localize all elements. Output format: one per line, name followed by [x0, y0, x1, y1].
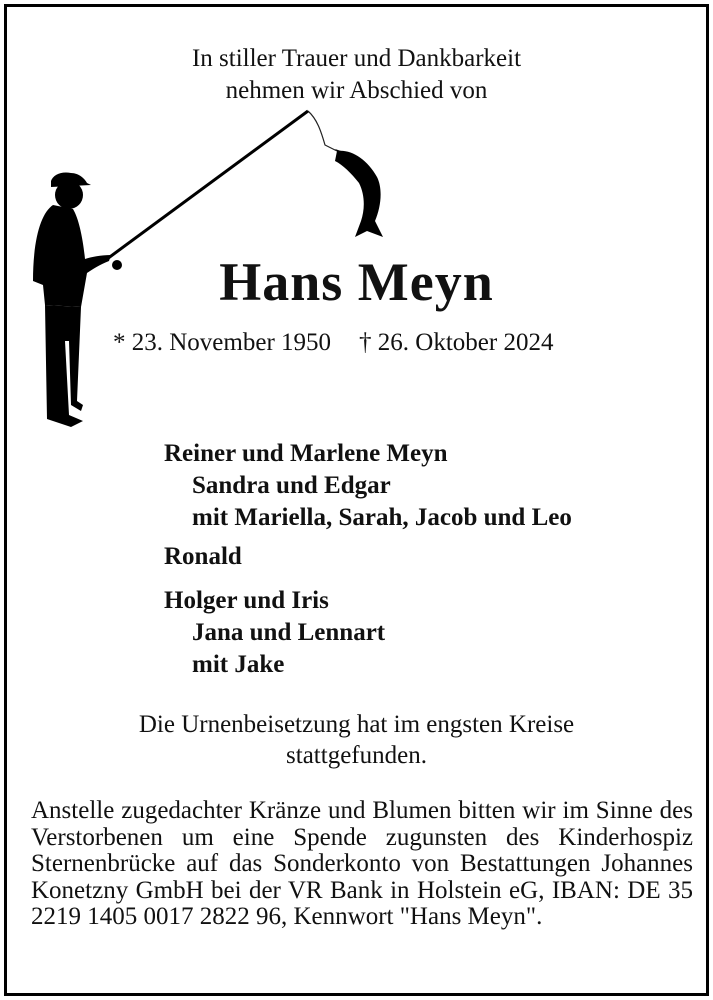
intro-line-2: nehmen wir Abschied von: [225, 77, 488, 104]
family-group-1-sub1: Sandra und Edgar: [192, 472, 391, 499]
family-group-1-sub2: mit Mariella, Sarah, Jacob und Leo: [192, 504, 572, 531]
donation-notice: Anstelle zugedachter Kränze und Blumen bitten wir im Sinne des Verstorbenen um eine Spende zugunsten des Kinderhospiz Sternenbrücke auf das Sonderkonto von Bestattungen Johannes Konetzny GmbH bei der VR Bank in Holstein eG, IBAN: DE 35 2219 1405 0017 2822 96, Kennwort "Hans Meyn".: [31, 797, 693, 930]
family-group-3-sub2: mit Jake: [192, 651, 285, 678]
burial-notice: [7, 709, 706, 771]
family-group-2: [164, 541, 242, 573]
family-group-3-sub1: Jana und Lennart: [192, 619, 386, 646]
intro-text: [7, 43, 706, 107]
family-group-1: [164, 438, 572, 534]
obituary-card: [4, 4, 709, 996]
death-date: † 26. Oktober 2024: [359, 329, 554, 356]
deceased-name: Hans Meyn: [219, 252, 494, 312]
birth-date: * 23. November 1950: [113, 329, 332, 356]
intro-line-1: In stiller Trauer und Dankbarkeit: [191, 45, 522, 72]
family-group-1-head: Reiner und Marlene Meyn: [164, 440, 448, 467]
family-group-2-head: Ronald: [164, 543, 242, 570]
family-group-3-head: Holger und Iris: [164, 587, 329, 614]
burial-line-1: Die Urnenbeisetzung hat im engsten Kreise: [138, 711, 575, 738]
burial-line-2: stattgefunden.: [286, 742, 427, 769]
life-dates: [113, 329, 581, 357]
family-group-3: [164, 585, 385, 681]
